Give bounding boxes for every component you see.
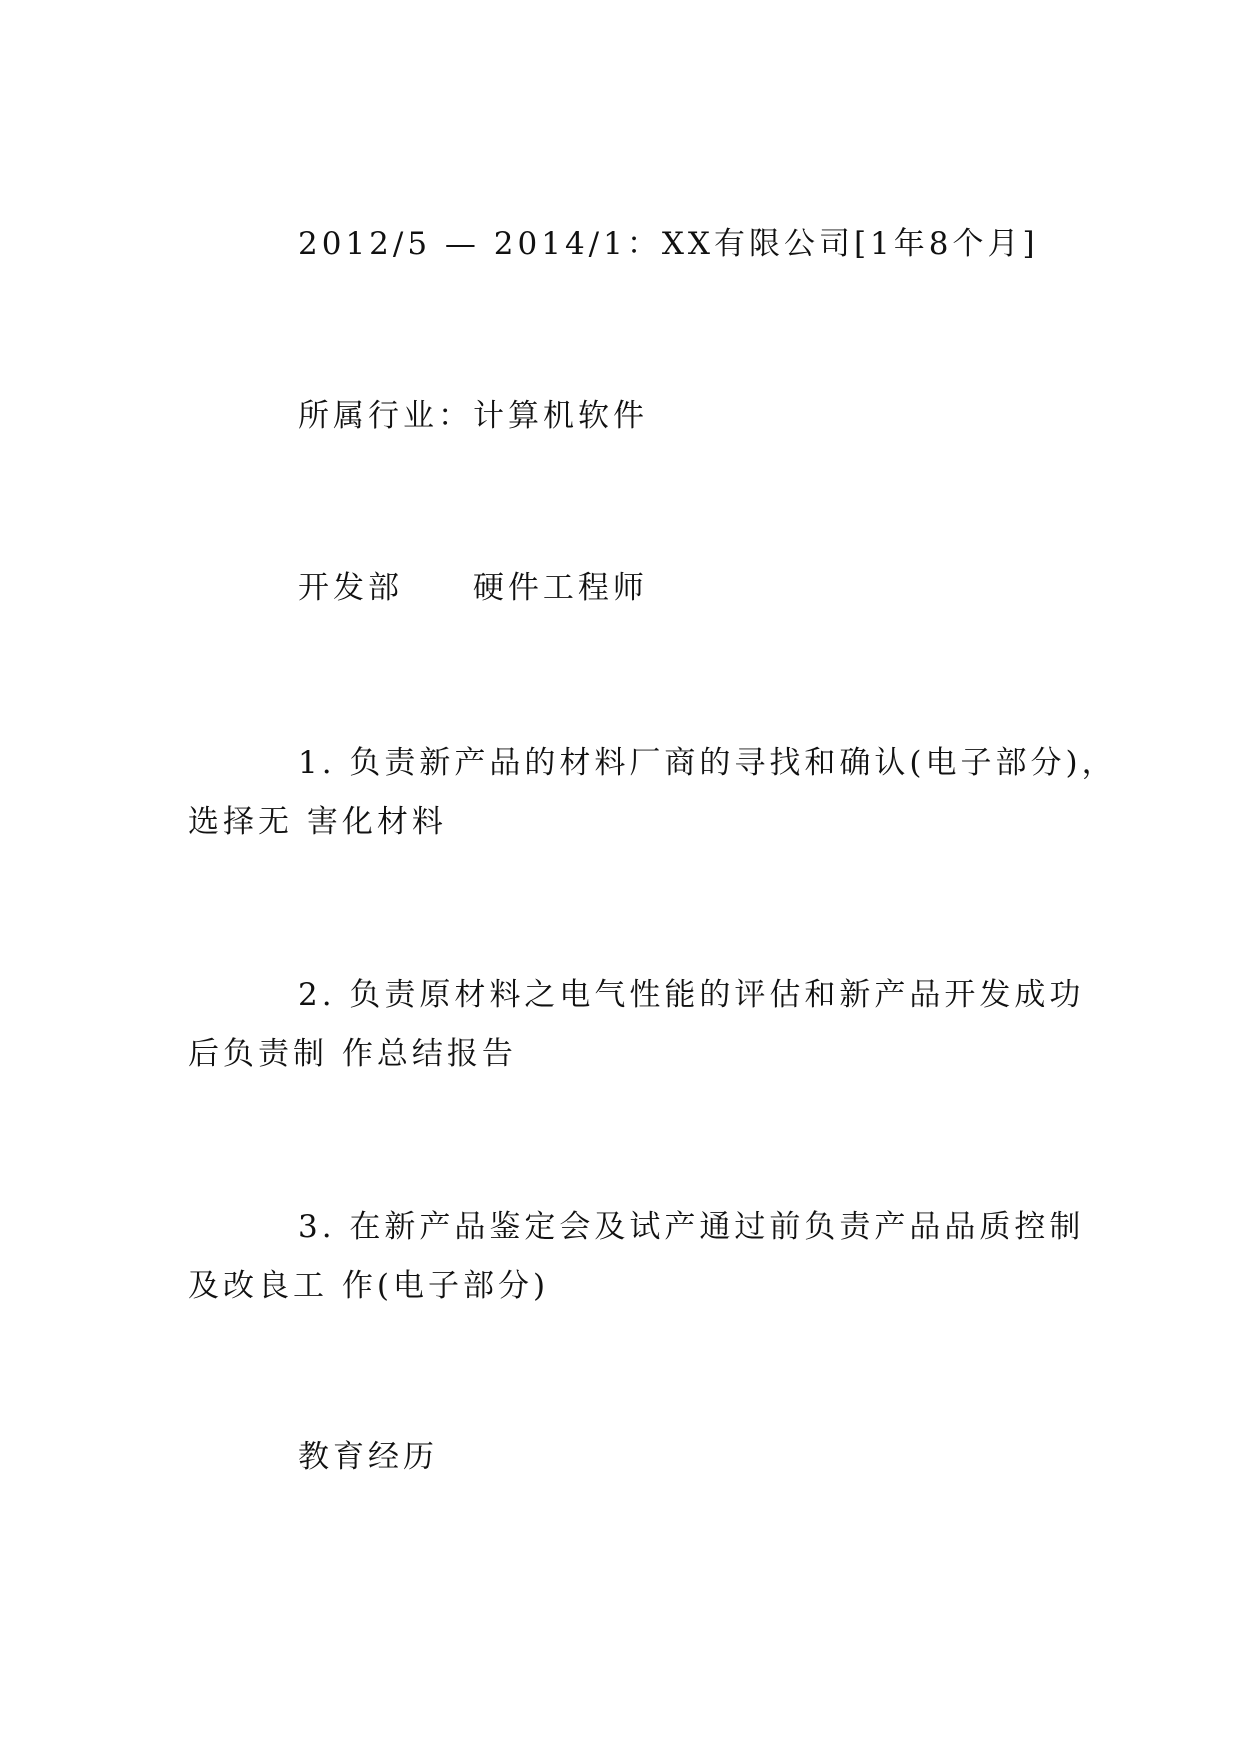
duty-2-line-1: 2. 负责原材料之电气性能的评估和新产品开发成功 [298, 977, 1085, 1013]
industry-line: 所属行业：计算机软件 [298, 398, 648, 434]
employment-period: 2012/5 — 2014/1：XX有限公司[1年8个月] [298, 226, 1039, 262]
department-position-line [298, 569, 648, 607]
position-label: 硬件工程师 [472, 570, 648, 606]
duty-3-line-2: 及改良工 作(电子部分) [188, 1268, 550, 1304]
duty-3-line-1: 3. 在新产品鉴定会及试产通过前负责产品品质控制 [298, 1209, 1085, 1245]
duty-1-line-2: 选择无 害化材料 [188, 804, 447, 840]
duty-1-line-1: 1. 负责新产品的材料厂商的寻找和确认(电子部分)， [298, 745, 1117, 781]
duty-2-line-2: 后负责制 作总结报告 [188, 1036, 517, 1072]
education-heading: 教育经历 [298, 1439, 438, 1475]
department-label: 开发部 [298, 570, 403, 606]
